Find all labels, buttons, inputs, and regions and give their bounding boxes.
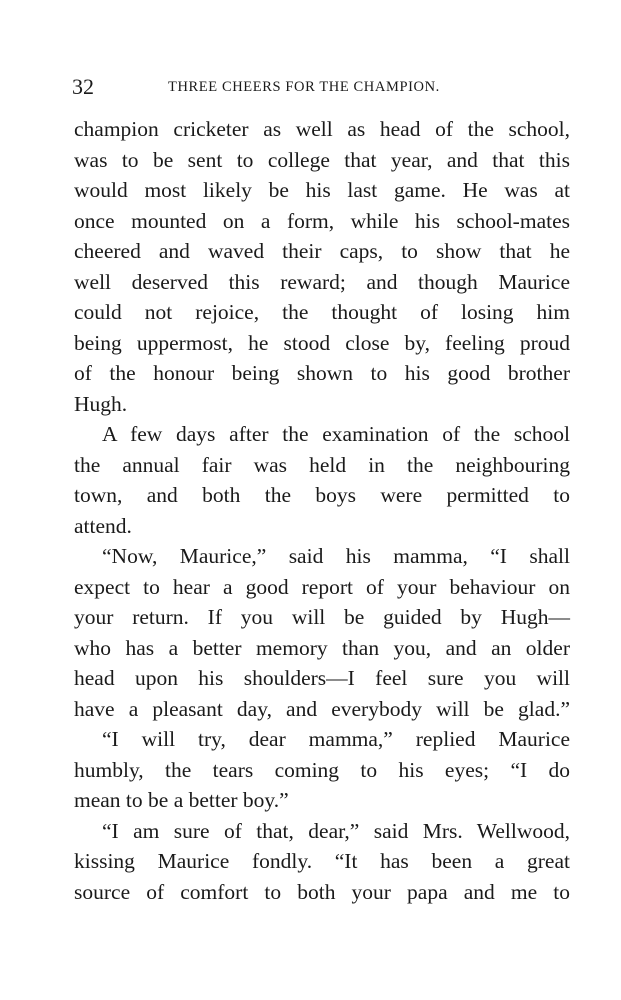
- text-line: once mounted on a form, while his school-mates: [74, 208, 570, 233]
- paragraph-first-line: A few days after the examination of the school: [102, 422, 570, 446]
- text-line: cheered and waved their caps, to show that he: [74, 239, 570, 263]
- text-line: head upon his shoulders—I feel sure you will: [74, 666, 570, 690]
- paragraph-first-line: “I am sure of that, dear,” said Mrs. Wellwood,: [102, 818, 570, 843]
- body-text: [74, 114, 570, 907]
- paragraph-first-line: “Now, Maurice,” said his mamma, “I shall: [102, 544, 570, 568]
- text-line: source of comfort to both your papa and me to: [74, 879, 570, 904]
- text-line: who has a better memory than you, and an older: [74, 635, 570, 660]
- text-line: was to be sent to college that year, and that this: [74, 147, 570, 172]
- text-line: being uppermost, he stood close by, feeling proud: [74, 330, 570, 355]
- text-line: your return. If you will be guided by Hugh—: [74, 605, 570, 629]
- running-head: [72, 73, 548, 101]
- text-line: have a pleasant day, and everybody will be glad.”: [74, 696, 570, 721]
- text-line: humbly, the tears coming to his eyes; “I do: [74, 757, 570, 782]
- paragraph-first-line: “I will try, dear mamma,” replied Maurice: [102, 727, 570, 751]
- text-line: mean to be a better boy.”: [74, 788, 289, 812]
- text-line: would most likely be his last game. He was at: [74, 178, 570, 202]
- text-line: of the honour being shown to his good brother: [74, 361, 570, 385]
- text-line: champion cricketer as well as head of the school,: [74, 117, 570, 141]
- text-line: the annual fair was held in the neighbouring: [74, 452, 570, 477]
- text-line: attend.: [74, 513, 132, 538]
- text-line: Hugh.: [74, 391, 128, 416]
- page-number: 32: [72, 74, 94, 99]
- text-line: well deserved this reward; and though Maurice: [74, 269, 570, 294]
- text-line: kissing Maurice fondly. “It has been a great: [74, 849, 570, 873]
- running-title: THREE CHEERS FOR THE CHAMPION.: [168, 79, 440, 95]
- text-line: town, and both the boys were permitted to: [74, 483, 570, 507]
- text-line: expect to hear a good report of your behaviour on: [74, 574, 570, 599]
- text-line: could not rejoice, the thought of losing him: [74, 300, 570, 324]
